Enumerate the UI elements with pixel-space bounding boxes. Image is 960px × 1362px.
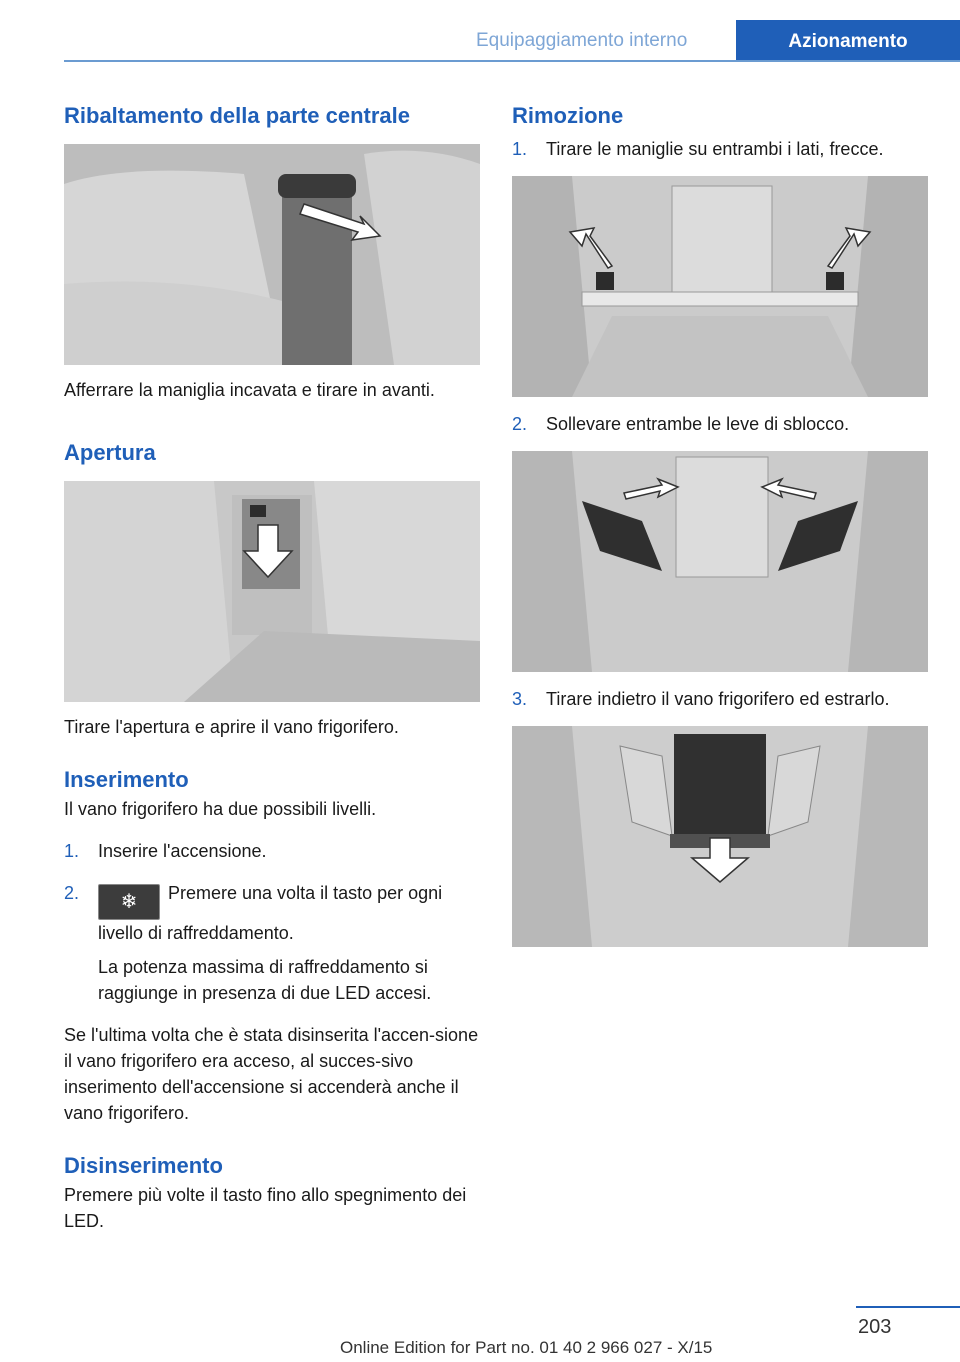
header-rule <box>64 60 960 62</box>
list-number: 2. <box>64 883 80 903</box>
footer-rule <box>856 1306 960 1308</box>
list-text: Tirare indietro il vano frigorifero ed estrarlo. <box>546 689 890 709</box>
text-fold-instruction: Afferrare la maniglia incavata e tirare in avanti. <box>64 380 435 400</box>
header-section-title: Equipaggiamento interno <box>476 30 688 51</box>
snowflake-icon: ❄ <box>98 884 160 920</box>
text-insert-intro: Il vano frigorifero ha due possibili livelli. <box>64 799 377 819</box>
list-number: 1. <box>64 841 80 861</box>
list-item <box>512 136 928 162</box>
list-number: 3. <box>512 689 528 709</box>
list-text: Inserire l'accensione. <box>98 841 267 861</box>
heading-apertura: Apertura <box>64 440 156 465</box>
figure-seat-fold <box>64 144 480 365</box>
text-opening-instruction: Tirare l'apertura e aprire il vano frigorifero. <box>64 717 399 737</box>
list-item <box>64 880 480 1006</box>
text-step2-extra: La potenza massima di raffreddamento si raggiunge in presenza di due LED accesi. <box>98 957 432 1003</box>
text-ignition-note: Se l'ultima volta che è stata disinserita l'accen-sione il vano frigorifero era acceso, al succes-sivo inserimento dell'accensione si accenderà anche il vano frigorifero. <box>64 1025 479 1123</box>
figure-opening <box>64 481 480 702</box>
list-number: 1. <box>512 139 528 159</box>
heading-rimozione: Rimozione <box>512 103 624 128</box>
list-item <box>64 838 480 864</box>
heading-inserimento: Inserimento <box>64 767 189 792</box>
list-text: Sollevare entrambe le leve di sblocco. <box>546 414 850 434</box>
list-text: Premere una volta il tasto per ogni livello di raffreddamento. <box>98 883 443 943</box>
heading-fold-center: Ribaltamento della parte centrale <box>64 103 410 128</box>
text-off-instruction: Premere più volte il tasto fino allo spegnimento dei LED. <box>64 1185 467 1231</box>
right-column <box>512 100 928 947</box>
header-chapter-tab: Azionamento <box>736 20 960 62</box>
page-number: 203 <box>858 1316 892 1338</box>
edition-line: Online Edition for Part no. 01 40 2 966 027 - X/15 <box>340 1338 713 1357</box>
list-item <box>512 686 928 712</box>
figure-release-levers <box>512 451 928 672</box>
heading-disinserimento: Disinserimento <box>64 1153 223 1178</box>
figure-pull-handles <box>512 176 928 397</box>
page-header <box>64 20 960 62</box>
figure-pull-out-cooler <box>512 726 928 947</box>
left-column <box>64 100 480 1234</box>
list-text: Tirare le maniglie su entrambi i lati, frecce. <box>546 139 884 159</box>
list-item <box>512 411 928 437</box>
list-number: 2. <box>512 414 528 434</box>
